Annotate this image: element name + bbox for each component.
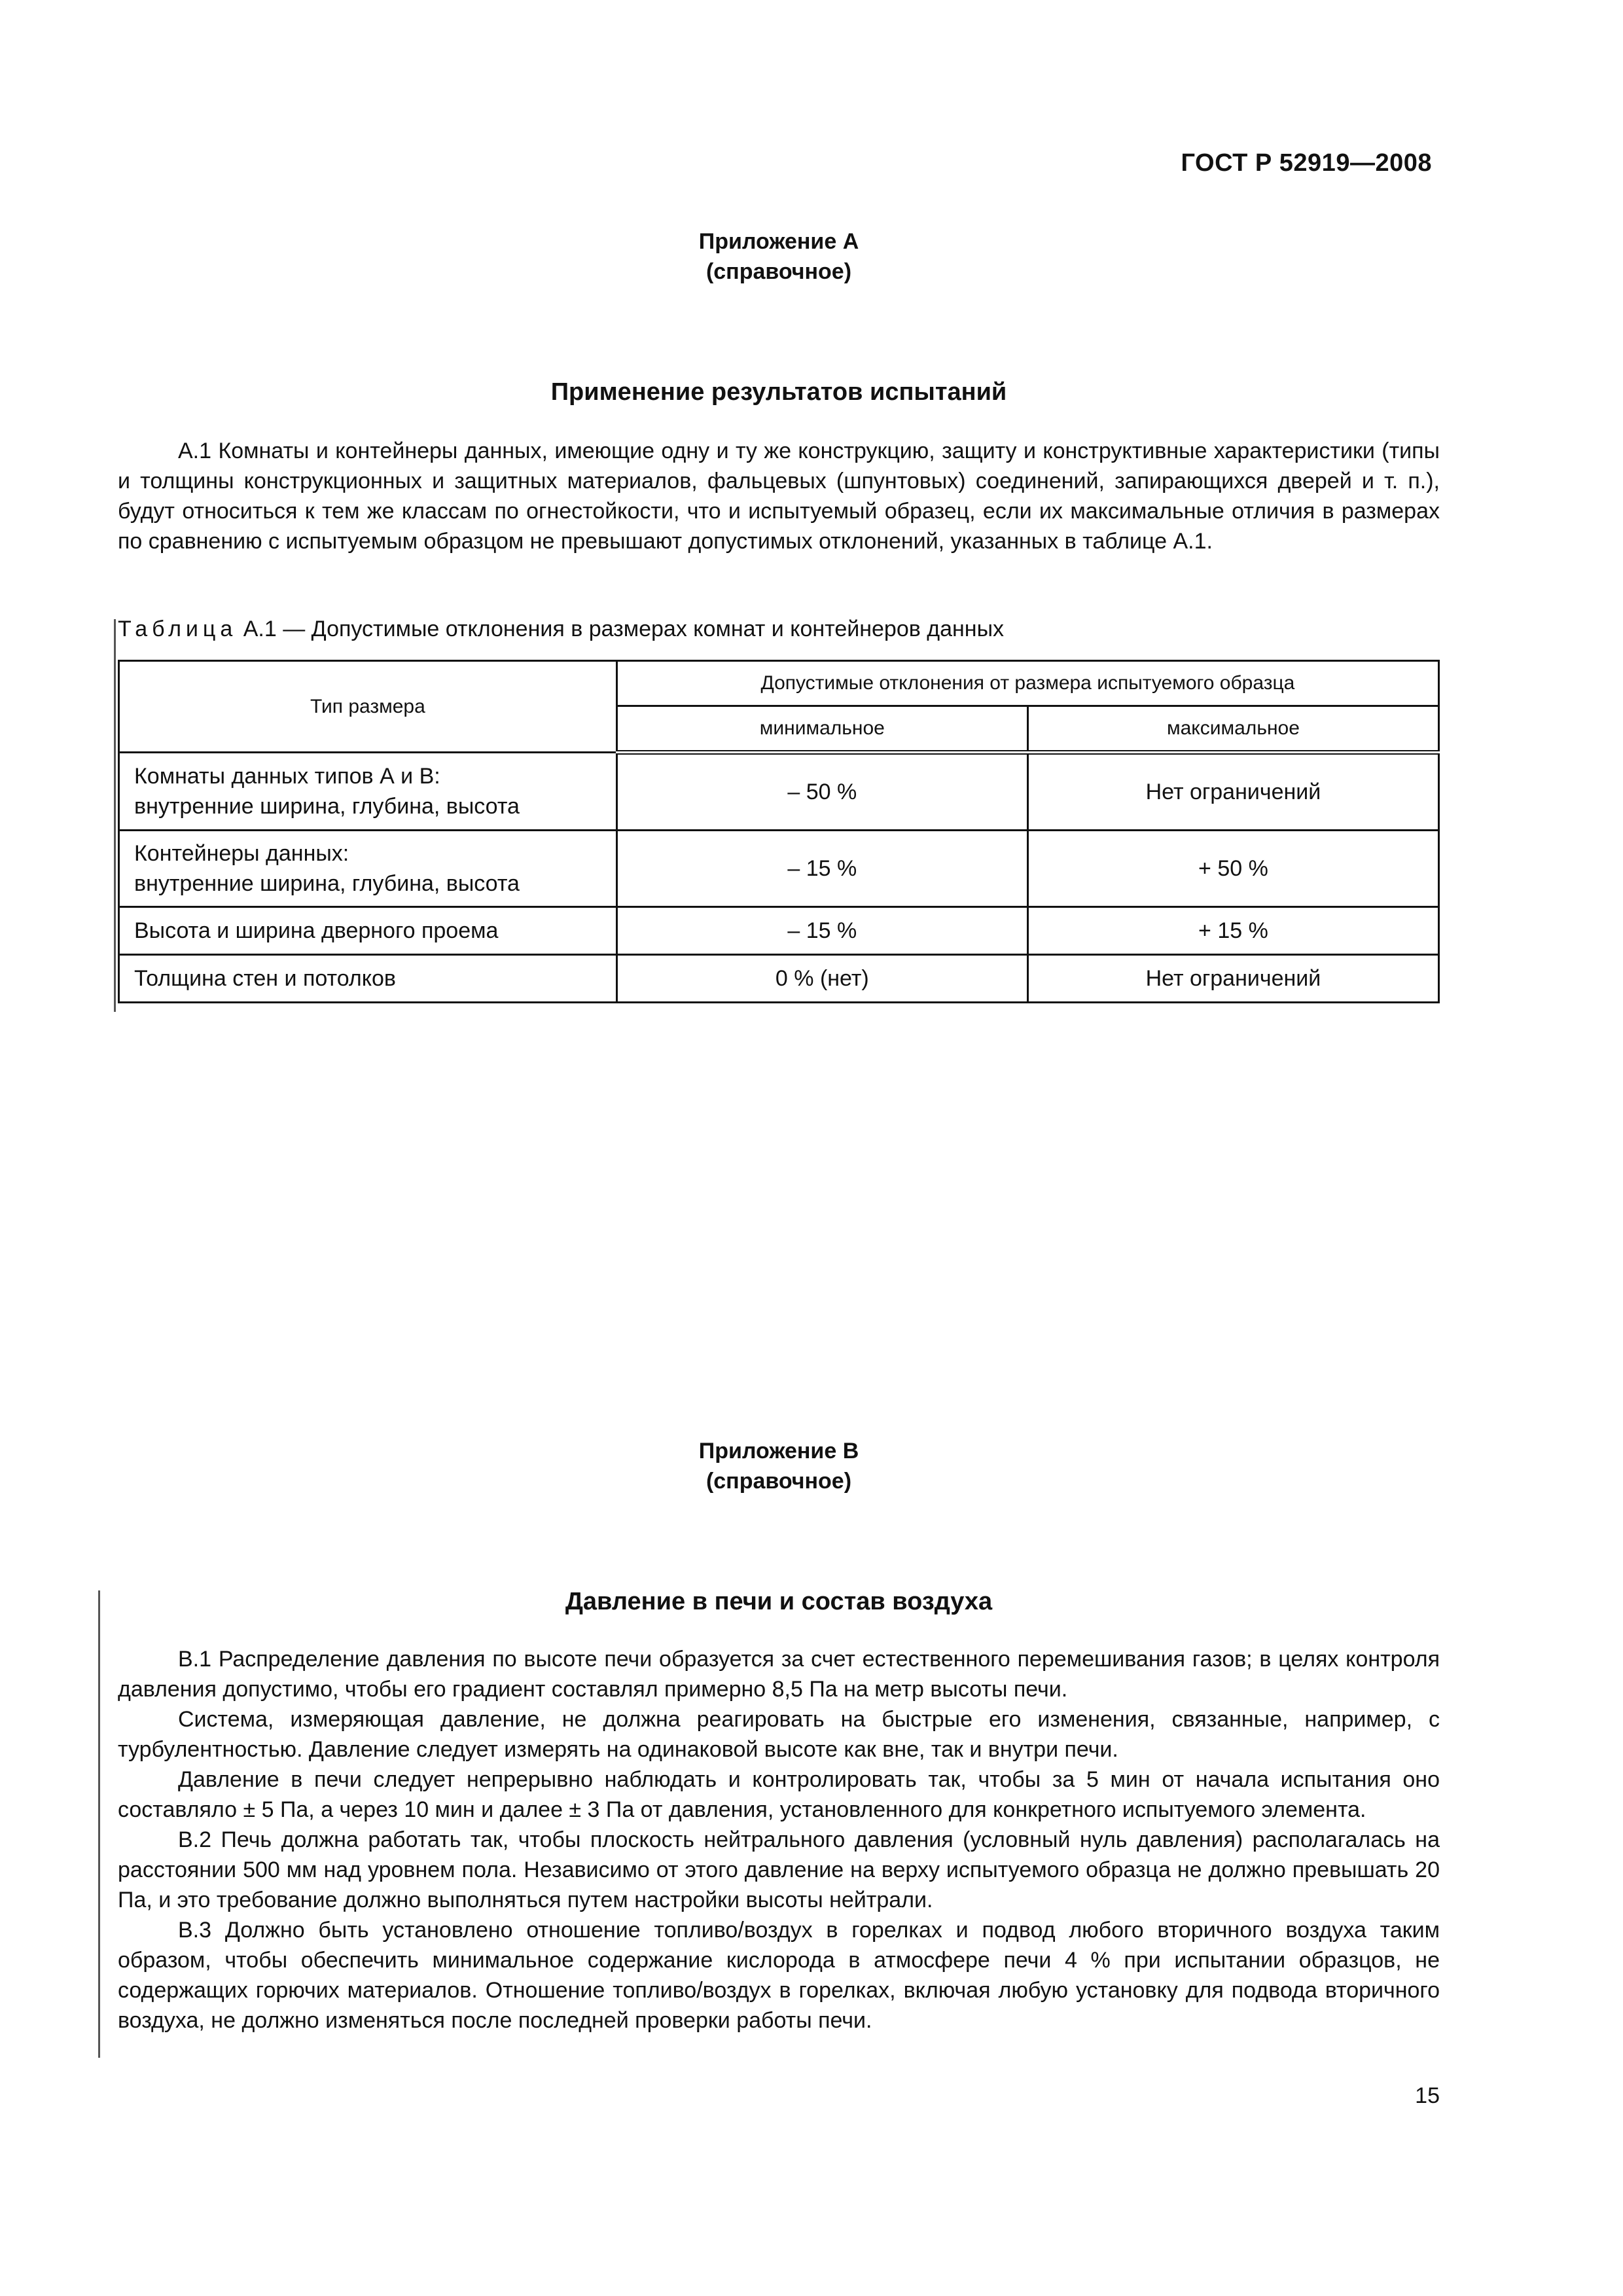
appendix-b-title: Приложение В bbox=[698, 1439, 859, 1463]
paragraph-a1: А.1 Комнаты и контейнеры данных, имеющие одну и ту же конструкцию, защиту и конструктивные характеристики (типы и толщины конструкционных и защитных материалов, фальцевых (шпунтовых) соединений, запирающихся дверей и т. п.), будут относиться к тем же классам по огнестойкости, что и испытуемый образец, если их максимальные отличия в размерах по сравнению с испытуемым образцом не превышают допустимых отклонений, указанных в таблице А.1. bbox=[118, 439, 1440, 554]
appendix-b-title-block bbox=[118, 1436, 1440, 1496]
appendix-a-subtitle: (справочное) bbox=[705, 259, 852, 284]
appendix-b-heading: Давление в печи и состав воздуха bbox=[565, 1588, 993, 1615]
cell-max: Нет ограничений bbox=[1027, 955, 1438, 1003]
appendix-a-title: Приложение А bbox=[698, 229, 859, 254]
paragraph-b1-pressure-system: Система, измеряющая давление, не должна реагировать на быстрые его изменения, связанные, например, с турбулентностью. Давление следует измерять на одинаковой высоте как вне, так и внутри печи. bbox=[118, 1707, 1440, 1762]
cell-type-line: Контейнеры данных: bbox=[134, 841, 349, 866]
cell-type-line: Комнаты данных типов А и В: bbox=[134, 764, 440, 789]
appendix-b-subtitle: (справочное) bbox=[705, 1469, 852, 1494]
cell-type bbox=[119, 831, 617, 907]
cell-max: Нет ограничений bbox=[1027, 753, 1438, 831]
cell-max: + 50 % bbox=[1027, 831, 1438, 907]
cell-type: Толщина стен и потолков bbox=[119, 955, 617, 1003]
cell-type-line: внутренние ширина, глубина, высота bbox=[134, 871, 520, 896]
table-row bbox=[119, 753, 1439, 831]
paragraph-b2: В.2 Печь должна работать так, чтобы плоскость нейтрального давления (условный нуль давления) располагалась на расстоянии 500 мм над уровнем пола. Независимо от этого давление на верху испытуемого образца не должно превышать 20 Па, и это требование должно выполняться путем настройки высоты нейтрали. bbox=[118, 1827, 1440, 1912]
appendix-a-text bbox=[118, 436, 1440, 556]
paragraph-b1: В.1 Распределение давления по высоте печи образуется за счет естественного перемешивания газов; в целях контроля давления допустимо, чтобы его градиент составлял примерно 8,5 Па на метр высоты печи. bbox=[118, 1647, 1440, 1702]
table-caption-prefix: Таблица bbox=[118, 617, 238, 641]
page-number: 15 bbox=[1415, 2083, 1440, 2108]
cell-min: – 50 % bbox=[616, 753, 1027, 831]
document-code: ГОСТ Р 52919—2008 bbox=[1181, 149, 1432, 177]
col-header-group: Допустимые отклонения от размера испытуемого образца bbox=[616, 661, 1438, 706]
appendix-a-title-block bbox=[118, 226, 1440, 287]
table-row bbox=[119, 955, 1439, 1003]
cell-type bbox=[119, 753, 617, 831]
change-bar-table bbox=[114, 619, 116, 1012]
change-bar-appendix-b bbox=[98, 1590, 100, 2058]
paragraph-b3: В.3 Должно быть установлено отношение топливо/воздух в горелках и подвод любого вторичного воздуха таким образом, чтобы обеспечить минимальное содержание кислорода в атмосфере печи 4 % при испытании образцов, не содержащих горючих материалов. Отношение топливо/воздух в горелках, включая любую установку для подвода вторичного воздуха, не должно изменяться после последней проверки работы печи. bbox=[118, 1918, 1440, 2033]
cell-max: + 15 % bbox=[1027, 907, 1438, 955]
col-header-min: минимальное bbox=[616, 706, 1027, 753]
col-header-type: Тип размера bbox=[119, 661, 617, 753]
col-header-max: максимальное bbox=[1027, 706, 1438, 753]
table-row bbox=[119, 907, 1439, 955]
cell-min: – 15 % bbox=[616, 907, 1027, 955]
table-caption bbox=[118, 614, 1004, 644]
tolerance-table bbox=[118, 660, 1440, 1003]
cell-type-line: внутренние ширина, глубина, высота bbox=[134, 794, 520, 819]
table-caption-text: А.1 — Допустимые отклонения в размерах комнат и контейнеров данных bbox=[237, 617, 1005, 641]
table-row bbox=[119, 831, 1439, 907]
paragraph-b1-pressure-control: Давление в печи следует непрерывно наблюдать и контролировать так, чтобы за 5 мин от начала испытания оно составляло ± 5 Па, а через 10 мин и далее ± 3 Па от давления, установленного для конкретного испытуемого элемента. bbox=[118, 1767, 1440, 1822]
cell-min: – 15 % bbox=[616, 831, 1027, 907]
appendix-a-heading: Применение результатов испытаний bbox=[550, 378, 1007, 406]
appendix-b-text bbox=[118, 1644, 1440, 2036]
cell-min: 0 % (нет) bbox=[616, 955, 1027, 1003]
cell-type: Высота и ширина дверного проема bbox=[119, 907, 617, 955]
